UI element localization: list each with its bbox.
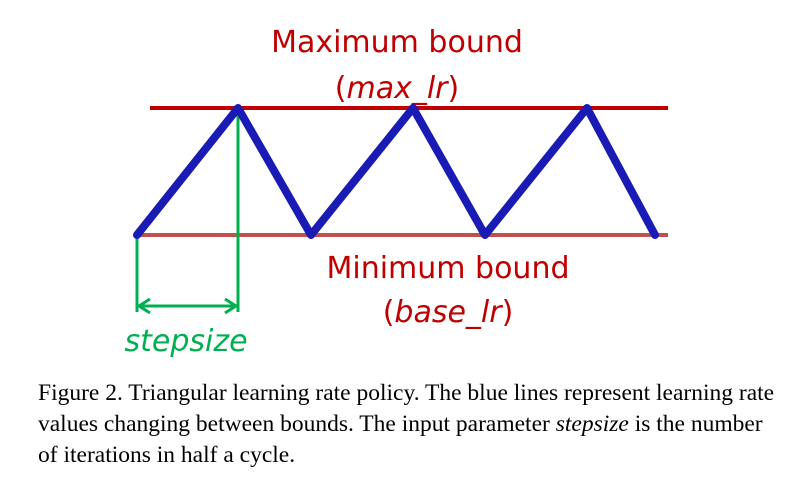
max-param-text: max_lr xyxy=(346,71,448,106)
triangular-lr-wave xyxy=(137,108,655,235)
min-bound-label: Minimum bound xyxy=(326,251,570,286)
caption-prefix: Figure 2. Triangular learning rate policy. The blue lines represent learning rate values changing between bounds. The input parameter xyxy=(38,380,775,437)
caption-suffix: is the number of iterations in half a cycle. xyxy=(38,411,763,468)
figure-caption xyxy=(38,378,778,471)
max-bound-param: (max_lr) xyxy=(334,71,460,106)
stepsize-label: stepsize xyxy=(124,324,248,359)
min-bound-param: (base_lr) xyxy=(382,295,514,330)
caption-param: stepsize xyxy=(555,411,629,437)
min-param-text: base_lr xyxy=(394,295,502,330)
max-bound-label: Maximum bound xyxy=(271,25,523,60)
